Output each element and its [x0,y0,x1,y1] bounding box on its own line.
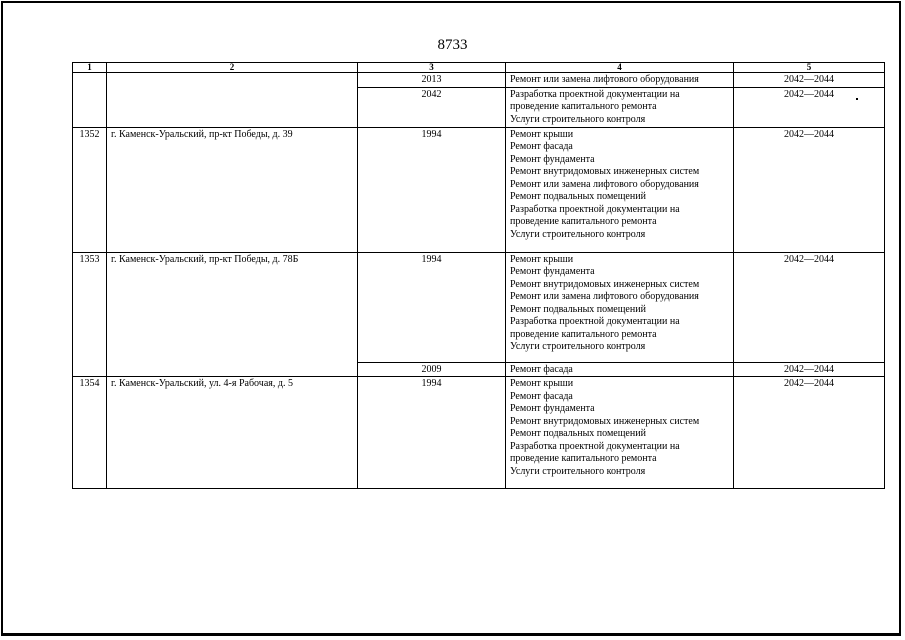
row-address [107,73,358,128]
header-col-5: 5 [734,63,885,73]
row-year: 2013 [358,73,506,88]
work-item: Ремонт или замена лифтового оборудования [510,291,699,302]
header-col-4: 4 [506,63,734,73]
header-col-3: 3 [358,63,506,73]
work-item: проведение капитального ремонта [510,101,657,112]
work-item: Ремонт внутридомовых инженерных систем [510,278,700,290]
work-item: Ремонт фасада [510,390,573,402]
work-item: Ремонт подвальных помещений [510,303,646,315]
work-item: Ремонт крыши [510,128,574,140]
work-item: проведение капитального ремонта [510,216,657,227]
row-number: 1353 [73,252,107,377]
page-number: 8733 [437,37,468,53]
row-year: 1994 [358,127,506,252]
row-period: 2042—2044 [734,362,885,377]
work-item: Ремонт фасада [510,141,573,152]
header-col-1: 1 [73,63,107,73]
row-period: 2042—2044 [734,73,885,88]
row-period: 2042—2044 [734,127,885,252]
table-row [73,73,885,88]
work-item: Ремонт фундамента [510,153,595,165]
row-year: 1994 [358,377,506,489]
work-item: Разработка проектной документации на [510,203,680,215]
work-item: Услуги строительного контроля [510,465,646,477]
work-item: Услуги строительного контроля [510,341,646,352]
row-works [506,127,734,252]
work-item: Разработка проектной документации на [510,316,680,327]
work-item: проведение капитального ремонта [510,453,657,464]
work-item: Ремонт или замена лифтового оборудования [510,74,699,85]
row-address: г. Каменск-Уральский, ул. 4-я Рабочая, д. 5 [107,377,358,489]
work-item: проведение капитального ремонта [510,328,657,340]
table-row [73,377,885,489]
work-item: Разработка проектной документации на [510,88,680,100]
work-item: Ремонт внутридомовых инженерных систем [510,166,700,177]
row-address: г. Каменск-Уральский, пр-кт Победы, д. 78Б [107,252,358,377]
row-year: 2009 [358,362,506,377]
work-item: Ремонт или замена лифтового оборудования [510,178,699,190]
row-year: 1994 [358,252,506,362]
header-row [73,63,885,73]
work-item: Услуги строительного контроля [510,113,646,125]
work-item: Услуги строительного контроля [510,228,646,240]
row-period: 2042—2044 [734,377,885,489]
table-row [73,252,885,362]
work-item: Ремонт внутридомовых инженерных систем [510,415,700,427]
work-item: Ремонт крыши [510,253,574,265]
table-row [73,127,885,252]
work-item: Ремонт фасада [510,363,573,375]
row-number: 1352 [73,127,107,252]
work-item: Ремонт крыши [510,378,574,389]
repair-schedule-table [72,62,885,489]
work-item: Ремонт подвальных помещений [510,428,646,439]
row-number [73,73,107,128]
work-item: Ремонт фундамента [510,266,595,277]
work-item: Ремонт подвальных помещений [510,191,646,202]
header-col-2: 2 [107,63,358,73]
row-works [506,377,734,489]
row-number: 1354 [73,377,107,489]
row-period: 2042—2044 [734,252,885,362]
row-period: 2042—2044 [734,87,885,127]
row-year: 2042 [358,87,506,127]
row-works [506,252,734,362]
row-works [506,73,734,88]
row-works [506,362,734,377]
row-works [506,87,734,127]
work-item: Разработка проектной документации на [510,440,680,452]
work-item: Ремонт фундамента [510,403,595,414]
row-address: г. Каменск-Уральский, пр-кт Победы, д. 39 [107,127,358,252]
